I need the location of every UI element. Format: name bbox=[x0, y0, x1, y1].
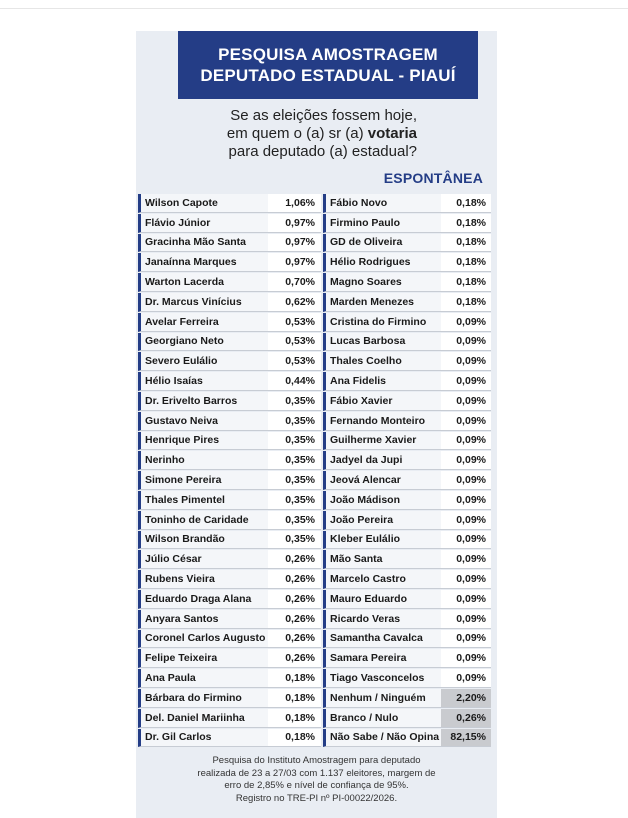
candidate-percent: 1,06% bbox=[268, 194, 321, 213]
candidate-percent: 0,09% bbox=[441, 649, 491, 668]
footnote-line-2: realizada de 23 a 27/03 com 1.137 eleitores, margem de bbox=[197, 767, 436, 779]
candidate-name: Magno Soares bbox=[323, 273, 441, 292]
candidate-name: Flávio Júnior bbox=[138, 214, 268, 233]
candidate-name: Del. Daniel Mariinha bbox=[138, 709, 268, 728]
table-row bbox=[138, 214, 493, 234]
table-row bbox=[138, 550, 493, 570]
candidate-percent: 0,09% bbox=[441, 669, 491, 688]
candidate-name: Branco / Nulo bbox=[323, 709, 441, 728]
candidate-name: Nenhum / Ninguém bbox=[323, 689, 441, 708]
table-row bbox=[138, 293, 493, 313]
candidate-name: Warton Lacerda bbox=[138, 273, 268, 292]
candidate-name: Bárbara do Firmino bbox=[138, 689, 268, 708]
candidate-name: Thales Pimentel bbox=[138, 491, 268, 510]
candidate-percent: 0,62% bbox=[268, 293, 321, 312]
table-row bbox=[138, 590, 493, 610]
poll-header bbox=[178, 31, 478, 99]
category-label: ESPONTÂNEA bbox=[383, 170, 483, 186]
candidate-name: Kleber Eulálio bbox=[323, 531, 441, 550]
table-row bbox=[138, 313, 493, 333]
candidate-percent: 0,26% bbox=[268, 550, 321, 569]
candidate-percent: 0,35% bbox=[268, 432, 321, 451]
candidate-name: João Pereira bbox=[323, 511, 441, 530]
candidate-name: Mão Santa bbox=[323, 550, 441, 569]
candidate-name: Fábio Novo bbox=[323, 194, 441, 213]
candidate-percent: 2,20% bbox=[441, 689, 491, 708]
candidate-name: Fábio Xavier bbox=[323, 392, 441, 411]
candidate-name: Jadyel da Jupi bbox=[323, 451, 441, 470]
candidate-name: GD de Oliveira bbox=[323, 234, 441, 253]
candidate-percent: 0,18% bbox=[268, 669, 321, 688]
candidate-percent: 0,09% bbox=[441, 511, 491, 530]
candidate-name: Simone Pereira bbox=[138, 471, 268, 490]
candidate-name: Dr. Marcus Vinícius bbox=[138, 293, 268, 312]
candidate-name: Felipe Teixeira bbox=[138, 649, 268, 668]
candidate-name: Wilson Brandão bbox=[138, 531, 268, 550]
candidate-name: Firmino Paulo bbox=[323, 214, 441, 233]
candidate-percent: 0,09% bbox=[441, 372, 491, 391]
table-row bbox=[138, 570, 493, 590]
candidate-name: Dr. Gil Carlos bbox=[138, 729, 268, 748]
candidate-percent: 0,53% bbox=[268, 313, 321, 332]
table-row bbox=[138, 451, 493, 471]
candidate-name: Severo Eulálio bbox=[138, 352, 268, 371]
candidate-name: Thales Coelho bbox=[323, 352, 441, 371]
table-row bbox=[138, 649, 493, 669]
candidate-name: Henrique Pires bbox=[138, 432, 268, 451]
table-row bbox=[138, 194, 493, 214]
candidate-percent: 0,18% bbox=[441, 273, 491, 292]
footnote-line-3: erro de 2,85% e nível de confiança de 95%. bbox=[224, 780, 409, 791]
candidate-percent: 0,97% bbox=[268, 234, 321, 253]
candidate-percent: 0,09% bbox=[441, 451, 491, 470]
table-row bbox=[138, 610, 493, 630]
candidate-percent: 82,15% bbox=[441, 729, 491, 748]
table-row bbox=[138, 352, 493, 372]
candidate-percent: 0,53% bbox=[268, 333, 321, 352]
candidate-percent: 0,09% bbox=[441, 432, 491, 451]
table-row bbox=[138, 432, 493, 452]
candidate-name: Mauro Eduardo bbox=[323, 590, 441, 609]
candidate-percent: 0,09% bbox=[441, 590, 491, 609]
candidate-name: Cristina do Firmino bbox=[323, 313, 441, 332]
candidate-percent: 0,09% bbox=[441, 630, 491, 649]
candidate-percent: 0,09% bbox=[441, 531, 491, 550]
table-row bbox=[138, 372, 493, 392]
candidate-name: Jeová Alencar bbox=[323, 471, 441, 490]
candidate-name: Toninho de Caridade bbox=[138, 511, 268, 530]
table-row bbox=[138, 253, 493, 273]
candidate-percent: 0,09% bbox=[441, 392, 491, 411]
poll-card bbox=[136, 31, 497, 818]
candidate-percent: 0,09% bbox=[441, 333, 491, 352]
table-row bbox=[138, 234, 493, 254]
question-line-2 bbox=[136, 125, 417, 143]
top-divider bbox=[0, 8, 628, 9]
candidate-name: Marcelo Castro bbox=[323, 570, 441, 589]
table-row bbox=[138, 531, 493, 551]
candidate-name: Wilson Capote bbox=[138, 194, 268, 213]
candidate-name: Júlio César bbox=[138, 550, 268, 569]
candidate-name: Rubens Vieira bbox=[138, 570, 268, 589]
footnote-line-4: Registro no TRE-PI nº PI-00022/2026. bbox=[235, 792, 398, 804]
candidate-name: Janaínna Marques bbox=[138, 253, 268, 272]
candidate-percent: 0,44% bbox=[268, 372, 321, 391]
table-row bbox=[138, 630, 493, 650]
table-row bbox=[138, 333, 493, 353]
header-title: PESQUISA AMOSTRAGEM bbox=[218, 45, 438, 64]
candidate-percent: 0,35% bbox=[268, 531, 321, 550]
candidate-percent: 0,18% bbox=[268, 729, 321, 748]
candidate-name: Georgiano Neto bbox=[138, 333, 268, 352]
candidate-percent: 0,26% bbox=[268, 630, 321, 649]
candidate-name: Ana Fidelis bbox=[323, 372, 441, 391]
candidate-name: Ana Paula bbox=[138, 669, 268, 688]
candidate-percent: 0,35% bbox=[268, 412, 321, 431]
candidate-percent: 0,35% bbox=[268, 491, 321, 510]
candidate-name: Fernando Monteiro bbox=[323, 412, 441, 431]
candidate-percent: 0,18% bbox=[441, 293, 491, 312]
candidate-name: Samantha Cavalca bbox=[323, 630, 441, 649]
candidate-name: João Mádison bbox=[323, 491, 441, 510]
candidate-percent: 0,18% bbox=[441, 253, 491, 272]
candidate-percent: 0,53% bbox=[268, 352, 321, 371]
poll-footnote bbox=[136, 755, 497, 805]
question-line-2-bold: votaria bbox=[367, 125, 417, 142]
candidate-percent: 0,09% bbox=[441, 570, 491, 589]
table-row bbox=[138, 729, 493, 749]
candidate-percent: 0,26% bbox=[268, 649, 321, 668]
candidate-name: Samara Pereira bbox=[323, 649, 441, 668]
candidate-name: Eduardo Draga Alana bbox=[138, 590, 268, 609]
candidate-percent: 0,70% bbox=[268, 273, 321, 292]
table-row bbox=[138, 392, 493, 412]
candidate-percent: 0,18% bbox=[441, 234, 491, 253]
poll-question bbox=[136, 107, 417, 161]
results-table bbox=[138, 194, 493, 748]
header-subtitle: DEPUTADO ESTADUAL - PIAUÍ bbox=[200, 66, 456, 85]
candidate-name: Dr. Erivelto Barros bbox=[138, 392, 268, 411]
candidate-name: Ricardo Veras bbox=[323, 610, 441, 629]
table-row bbox=[138, 412, 493, 432]
candidate-name: Coronel Carlos Augusto bbox=[138, 630, 268, 649]
candidate-name: Guilherme Xavier bbox=[323, 432, 441, 451]
candidate-percent: 0,97% bbox=[268, 253, 321, 272]
table-row bbox=[138, 491, 493, 511]
candidate-percent: 0,09% bbox=[441, 550, 491, 569]
table-row bbox=[138, 689, 493, 709]
candidate-percent: 0,97% bbox=[268, 214, 321, 233]
candidate-percent: 0,18% bbox=[268, 709, 321, 728]
question-line-1: Se as eleições fossem hoje, bbox=[230, 107, 417, 124]
candidate-name: Hélio Rodrigues bbox=[323, 253, 441, 272]
candidate-percent: 0,09% bbox=[441, 610, 491, 629]
candidate-name: Anyara Santos bbox=[138, 610, 268, 629]
table-row bbox=[138, 709, 493, 729]
table-row bbox=[138, 511, 493, 531]
table-row bbox=[138, 273, 493, 293]
candidate-percent: 0,26% bbox=[268, 570, 321, 589]
candidate-name: Lucas Barbosa bbox=[323, 333, 441, 352]
candidate-name: Nerinho bbox=[138, 451, 268, 470]
candidate-percent: 0,18% bbox=[441, 194, 491, 213]
candidate-name: Gracinha Mão Santa bbox=[138, 234, 268, 253]
candidate-name: Hélio Isaías bbox=[138, 372, 268, 391]
candidate-percent: 0,09% bbox=[441, 313, 491, 332]
candidate-percent: 0,09% bbox=[441, 471, 491, 490]
question-line-2-text: em quem o (a) sr (a) bbox=[226, 125, 368, 142]
candidate-percent: 0,35% bbox=[268, 511, 321, 530]
candidate-name: Tiago Vasconcelos bbox=[323, 669, 441, 688]
table-row bbox=[138, 669, 493, 689]
candidate-name: Marden Menezes bbox=[323, 293, 441, 312]
candidate-percent: 0,18% bbox=[268, 689, 321, 708]
footnote-line-1: Pesquisa do Instituto Amostragem para deputado bbox=[212, 755, 421, 766]
candidate-percent: 0,35% bbox=[268, 392, 321, 411]
candidate-percent: 0,35% bbox=[268, 471, 321, 490]
candidate-percent: 0,26% bbox=[441, 709, 491, 728]
candidate-percent: 0,26% bbox=[268, 610, 321, 629]
candidate-percent: 0,09% bbox=[441, 491, 491, 510]
candidate-name: Gustavo Neiva bbox=[138, 412, 268, 431]
candidate-name: Não Sabe / Não Opina bbox=[323, 729, 441, 748]
candidate-percent: 0,26% bbox=[268, 590, 321, 609]
candidate-percent: 0,09% bbox=[441, 352, 491, 371]
candidate-name: Avelar Ferreira bbox=[138, 313, 268, 332]
candidate-percent: 0,35% bbox=[268, 451, 321, 470]
candidate-percent: 0,09% bbox=[441, 412, 491, 431]
table-row bbox=[138, 471, 493, 491]
candidate-percent: 0,18% bbox=[441, 214, 491, 233]
question-line-3: para deputado (a) estadual? bbox=[228, 143, 417, 160]
